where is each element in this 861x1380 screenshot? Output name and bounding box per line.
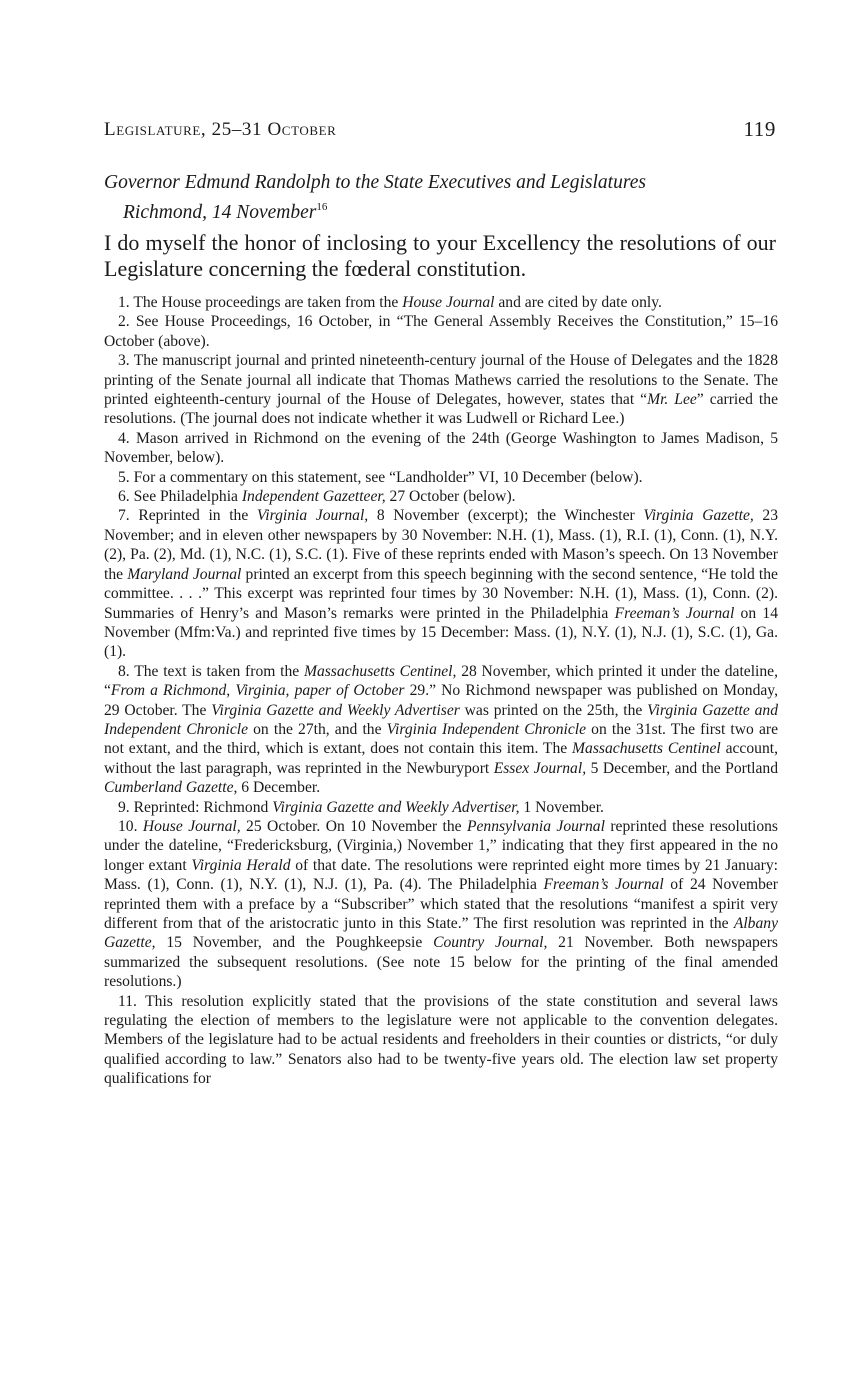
footnote-number: 6. [118,488,134,506]
footnote-text: The manuscript journal and printed nineteenth-century journal of the House of Delegates and the 1828 printing of the Senate journal all indicate that Thomas Mathews carried the resolutions to the Senate. The printed eighteenth-century journal of the House of Delegates, however, states that “ [104,352,779,409]
footnote-text: 15 November, and the Poughkeepsie [155,934,434,952]
footnote-italic-text: Virginia Gazette and Independent Chronicle [104,701,778,738]
footnote-number: 2. [118,313,136,331]
footnote-italic-text: Virginia Independent Chronicle [386,720,587,738]
footnote-number: 4. [118,429,136,447]
footnote-number: 7. [118,507,139,525]
footnote-1 [104,293,778,312]
footnote-2 [104,312,778,351]
footnote-text: 21 November. Both newspapers summarized the subsequent resolutions. (See note 15 below for the printing of the final amended resolutions.) [104,934,778,991]
footnote-italic-text: Independent Gazetteer, [241,488,386,506]
footnote-text: 27 October (below). [385,488,516,506]
footnote-text: 1 November. [519,798,604,816]
footnote-italic-text: Virginia Herald [191,856,291,874]
footnotes [104,293,778,1089]
footnote-italic-text: Pennsylvania Journal [466,817,605,835]
footnote-italic-text: Virginia Journal, [256,507,369,525]
footnote-text: of 24 November reprinted them with a preface by a “Subscriber” which stated that the resolutions “manifest a spirit very different from that of the aristocratic junto in this State.” The first resolution was reprinted in the [104,876,778,932]
heading-line-2 [104,195,776,225]
footnote-text: 28 November, which printed it under the dateline, “ [104,662,778,700]
footnote-text: 25 October. On 10 November the [240,817,467,835]
footnote-text: was printed on the 25th, the [459,701,648,719]
footnote-italic-text: From a Richmond, Virginia, paper of October [110,682,405,700]
footnote-italic-text: Maryland Journal [127,565,242,583]
footnote-italic-text: Virginia Gazette, [643,507,754,525]
footnote-5 [104,468,778,487]
footnote-number: 5. [118,468,134,486]
footnote-italic-text: Cumberland Gazette, [104,779,238,797]
footnote-text: 23 November; and in eleven other newspapers by 30 November: N.H. (1), Mass. (1), R.I. (1), Conn. (1), N.Y. (2), Pa. (2), Md. (1), N.C. (1), S.C. (1). Five of these reprints ended with Mason’s speech. On 13 November the [104,507,779,583]
page-number: 119 [743,117,776,141]
footnote-italic-text: Mr. Lee [647,391,697,409]
footnote-10 [104,817,778,992]
running-head-title: Legislature, 25–31 October [104,119,337,140]
footnote-number: 3. [118,352,134,370]
footnote-text: account, without the last paragraph, was reprinted in the Newburyport [104,740,778,777]
footnote-text: Reprinted in the [138,507,257,525]
footnote-4 [104,429,778,468]
footnote-text: on the 27th, and the [248,720,387,738]
footnote-text: This resolution explicitly stated that the provisions of the state constitution and several laws regulating the election of members to the legislature were not applicable to the convention delegates. Members of the legislature had to be actual residents and freeholders in their counties or districts, “or duly qualified according to law.” Senators also had to be twenty-five years old. The election law set property qualifications for [104,992,778,1088]
running-head [104,119,776,147]
footnote-italic-text: Massachusetts Centinel [572,740,721,758]
footnote-text: of that date. The resolutions were reprinted eight more times by 21 January: Mass. (1), Conn. (1), N.Y. (1), N.J. (1), Pa. (4). The Philadelphia [104,856,778,894]
footnote-text: The text is taken from the [134,662,304,680]
footnote-text: and are cited by date only. [494,294,662,311]
footnote-number: 11. [118,992,146,1010]
footnote-text: 29.” No Richmond newspaper was published on Monday, 29 October. The [104,682,778,719]
footnote-italic-text: House Journal, [142,817,241,835]
footnote-number: 10. [118,817,143,835]
footnote-number: 8. [118,662,135,680]
footnote-italic-text: Virginia Gazette and Weekly Advertiser, [272,798,520,816]
footnote-6 [104,487,778,506]
footnote-text: ” carried the resolutions. (The journal does not indicate whether it was Ludwell or Richard Lee.) [104,391,778,428]
footnote-number: 1. [118,294,134,311]
letter-text: I do myself the honor of inclosing to your Excellency the resolutions of our Legislature concerning the fœderal constitution. [104,230,776,281]
footnote-text: reprinted these resolutions under the dateline, “Fredericksburg, (Virginia,) November 1,” indicating that they first appeared in the no longer extant [104,817,778,874]
footnote-text: 6 December. [237,779,321,797]
footnote-text: Reprinted: Richmond [133,798,273,816]
footnote-text: on 14 November (Mfm:Va.) and reprinted five times by 15 December: Mass. (1), N.Y. (1), N.J. (1), S.C. (1), Ga. (1). [104,604,779,661]
footnote-italic-text: Virginia Gazette and Weekly Advertiser [211,701,460,719]
footnote-text: See Philadelphia [133,488,242,506]
footnote-7 [104,506,778,661]
heading-line-1: Governor Edmund Randolph to the State Executives and Legislatures [104,172,646,193]
footnote-text: See House Proceedings, 16 October, in “The General Assembly Receives the Constitution,” 15–16 October (above). [104,313,778,350]
footnote-text: 8 November (excerpt); the Winchester [368,507,644,525]
footnote-italic-text: House Journal [402,294,495,311]
footnote-italic-text: Country Journal, [433,934,548,952]
footnote-text: 5 December, and the Portland [586,759,778,777]
footnote-ref: 16 [316,201,328,213]
footnote-italic-text: Freeman’s Journal [614,604,735,622]
footnote-italic-text: Essex Journal, [493,759,587,777]
footnote-text: on the 31st. The first two are not extant, and the third, which is extant, does not contain this item. The [104,720,778,758]
footnote-text: Mason arrived in Richmond on the evening of the 24th (George Washington to James Madison, 5 November, below). [104,429,779,467]
footnote-3 [104,351,778,429]
footnote-text: The House proceedings are taken from the [133,294,403,311]
footnote-italic-text: Albany Gazette, [104,915,778,952]
footnote-9 [104,798,778,817]
footnote-11 [104,992,778,1089]
footnote-8 [104,662,778,798]
footnote-text: For a commentary on this statement, see “Landholder” VI, 10 December (below). [133,468,643,486]
document-heading [104,170,776,225]
footnote-number: 9. [118,798,134,816]
footnote-italic-text: Massachusetts Centinel, [303,662,457,680]
footnote-italic-text: Freeman’s Journal [543,876,664,894]
heading-place-date: Richmond, 14 November [123,202,317,223]
footnote-text: printed an excerpt from this speech beginning with the second sentence, “He told the committee. . . .” This excerpt was reprinted four times by 30 November: N.H. (1), Mass. (1), Conn. (2). Summaries of Henry’s and Mason’s remarks were printed in the Philadelphia [104,565,778,622]
